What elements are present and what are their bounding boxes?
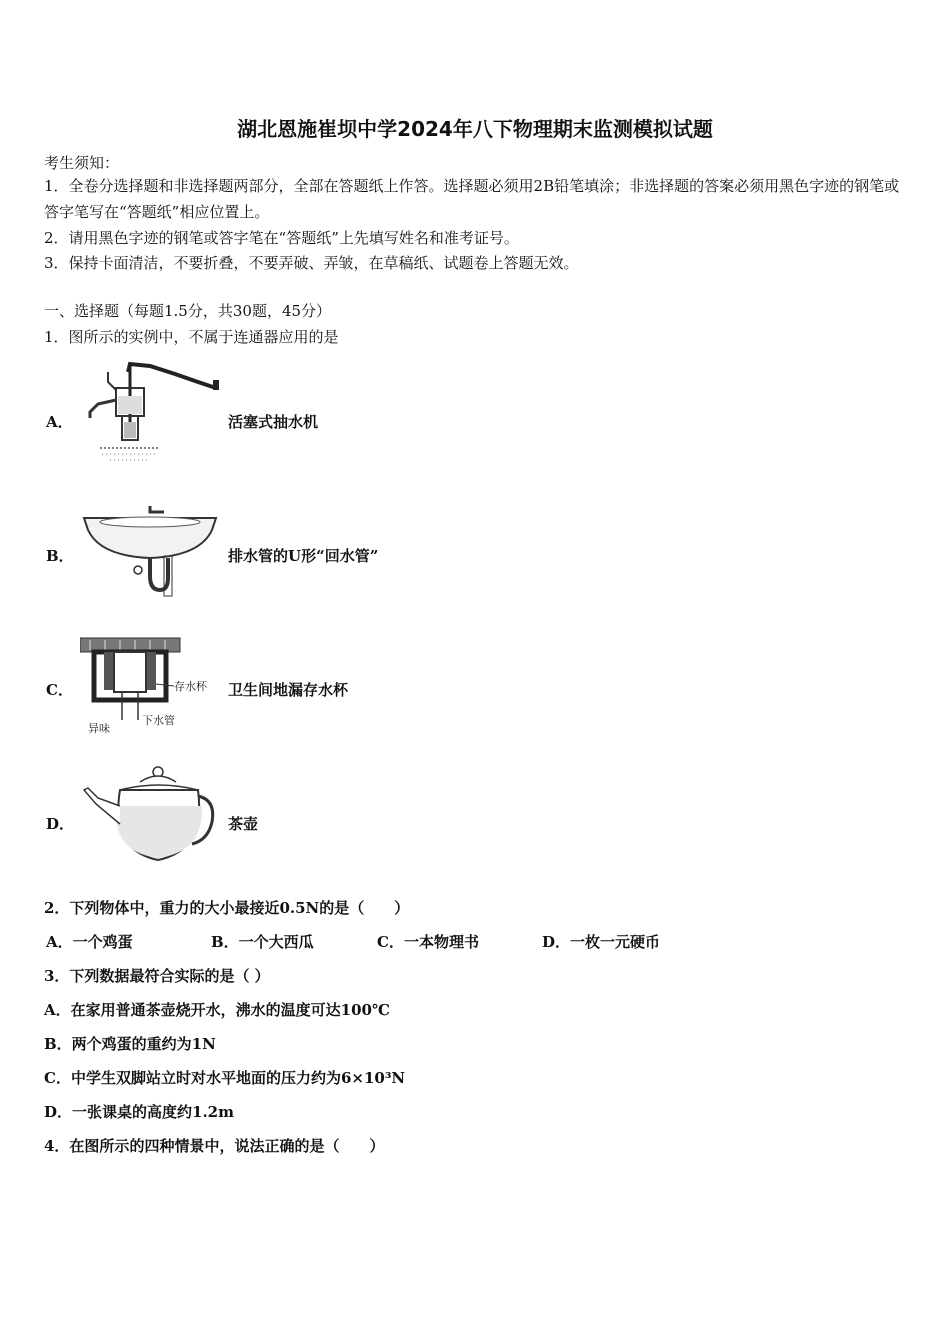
q1-option-a-text: 活塞式抽水机 xyxy=(228,413,319,431)
q2-option-c: C．一本物理书 xyxy=(377,933,479,951)
section-heading: 一、选择题（每题1.5分，共30题，45分） xyxy=(44,302,332,320)
question-2-stem: 2．下列物体中，重力的大小最接近0.5N的是（ ） xyxy=(44,899,410,917)
q1-option-c-text: 卫生间地漏存水杯 xyxy=(228,681,349,699)
notice-item-3: 3．保持卡面清洁，不要折叠，不要弄破、弄皱，在草稿纸、试题卷上答题无效。 xyxy=(44,254,579,272)
q1-option-c-label: C． xyxy=(46,681,73,699)
q3-option-b: B．两个鸡蛋的重约为1N xyxy=(44,1035,216,1053)
notice-item-2: 2．请用黑色字迹的钢笔或答字笔在“答题纸”上先填写姓名和准考证号。 xyxy=(44,229,519,247)
q1-option-b-label: B． xyxy=(46,547,74,565)
floor-drain-figure xyxy=(80,634,230,740)
q1-option-a-label: A． xyxy=(46,413,73,431)
piston-pump-figure xyxy=(80,360,220,470)
q1-option-b-text: 排水管的U形“回水管” xyxy=(228,547,379,565)
q2-option-d: D．一枚一元硬币 xyxy=(542,933,661,951)
notice-item-1: 1．全卷分选择题和非选择题两部分，全部在答题纸上作答。选择题必须用2B铅笔填涂；非选择题的答案必须用黑色字迹的钢笔或答字笔写在“答题纸”相应位置上。 xyxy=(44,177,900,221)
q2-option-a: A．一个鸡蛋 xyxy=(46,933,133,951)
q1-option-d-text: 茶壶 xyxy=(228,815,259,833)
q3-option-a: A．在家用普通茶壶烧开水，沸水的温度可达100℃ xyxy=(44,1001,390,1019)
q3-option-d: D．一张课桌的高度约1.2m xyxy=(44,1103,234,1121)
q1-option-d-label: D． xyxy=(46,815,75,833)
question-4-stem: 4．在图所示的四种情景中，说法正确的是（ ） xyxy=(44,1137,385,1155)
question-3-stem: 3．下列数据最符合实际的是（ ） xyxy=(44,967,270,985)
question-1-stem: 1．图所示的实例中，不属于连通器应用的是 xyxy=(44,328,339,346)
page-title: 湖北恩施崔坝中学2024年八下物理期末监测模拟试题 xyxy=(237,117,713,141)
drain-odor-label: 异味 xyxy=(88,722,110,735)
drain-cup-label: 存水杯 xyxy=(174,680,207,693)
q2-option-b: B．一个大西瓜 xyxy=(211,933,314,951)
teapot-figure xyxy=(80,760,220,866)
drain-pipe-label: 下水管 xyxy=(142,714,175,727)
q3-option-c: C．中学生双脚站立时对水平地面的压力约为6×10³N xyxy=(44,1069,406,1087)
notice-heading: 考生须知： xyxy=(44,154,120,172)
sink-u-trap-figure xyxy=(80,498,220,600)
